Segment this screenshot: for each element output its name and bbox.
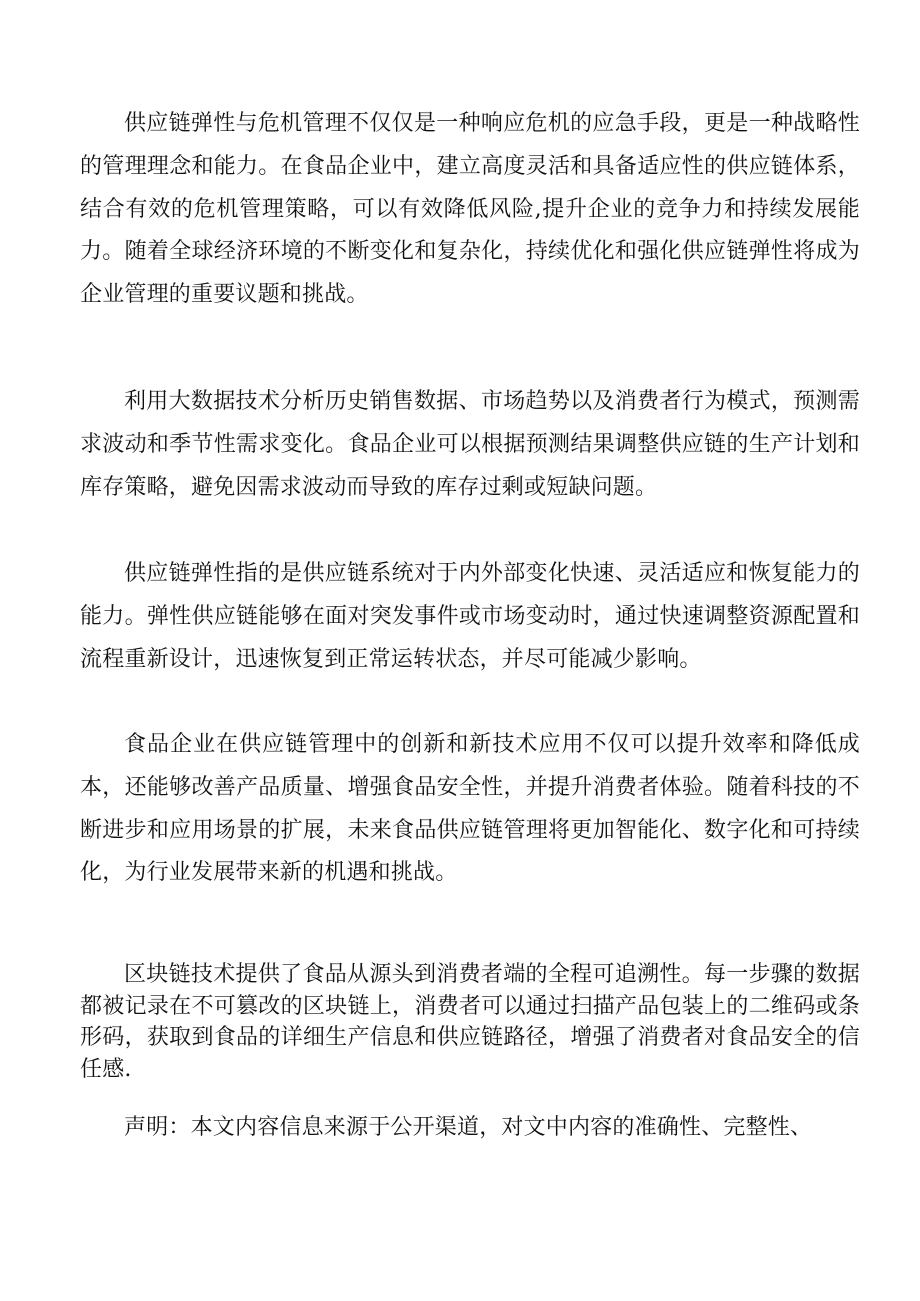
paragraph-disclaimer: 声明：本文内容信息来源于公开渠道，对文中内容的准确性、完整性、 [124, 1115, 813, 1140]
paragraph-blockchain-traceability: 区块链技术提供了食品从源头到消费者端的全程可追溯性。每一步骤的数据都被记录在不可篡改的区块链上，消费者可以通过扫描产品包装上的二维码或条形码，获取到食品的详细生产信息和供应链路径，增强了消费者对食品安全的信任感. [80, 962, 860, 1083]
paragraph-supply-chain-resilience-strategy: 供应链弹性与危机管理不仅仅是一种响应危机的应急手段，更是一种战略性的管理理念和能力。在食品企业中，建立高度灵活和具备适应性的供应链体系，结合有效的危机管理策略，可以有效降低风险,提升企业的竞争力和持续发展能力。随着全球经济环境的不断变化和复杂化，持续优化和强化供应链弹性将成为企业管理的重要议题和挑战。 [80, 111, 860, 308]
paragraph-innovation-technology: 食品企业在供应链管理中的创新和新技术应用不仅可以提升效率和降低成本，还能够改善产品质量、增强食品安全性，并提升消费者体验。随着科技的不断进步和应用场景的扩展，未来食品供应链管理将更加智能化、数字化和可持续化，为行业发展带来新的机遇和挑战。 [80, 732, 860, 886]
paragraph-big-data-forecasting: 利用大数据技术分析历史销售数据、市场趋势以及消费者行为模式，预测需求波动和季节性需求变化。食品企业可以根据预测结果调整供应链的生产计划和库存策略，避免因需求波动而导致的库存过剩或短缺问题。 [80, 389, 860, 500]
paragraph-resilience-definition: 供应链弹性指的是供应链系统对于内外部变化快速、灵活适应和恢复能力的能力。弹性供应链能够在面对突发事件或市场变动时，通过快速调整资源配置和流程重新设计，迅速恢复到正常运转状态，并尽可能减少影响。 [80, 561, 860, 672]
